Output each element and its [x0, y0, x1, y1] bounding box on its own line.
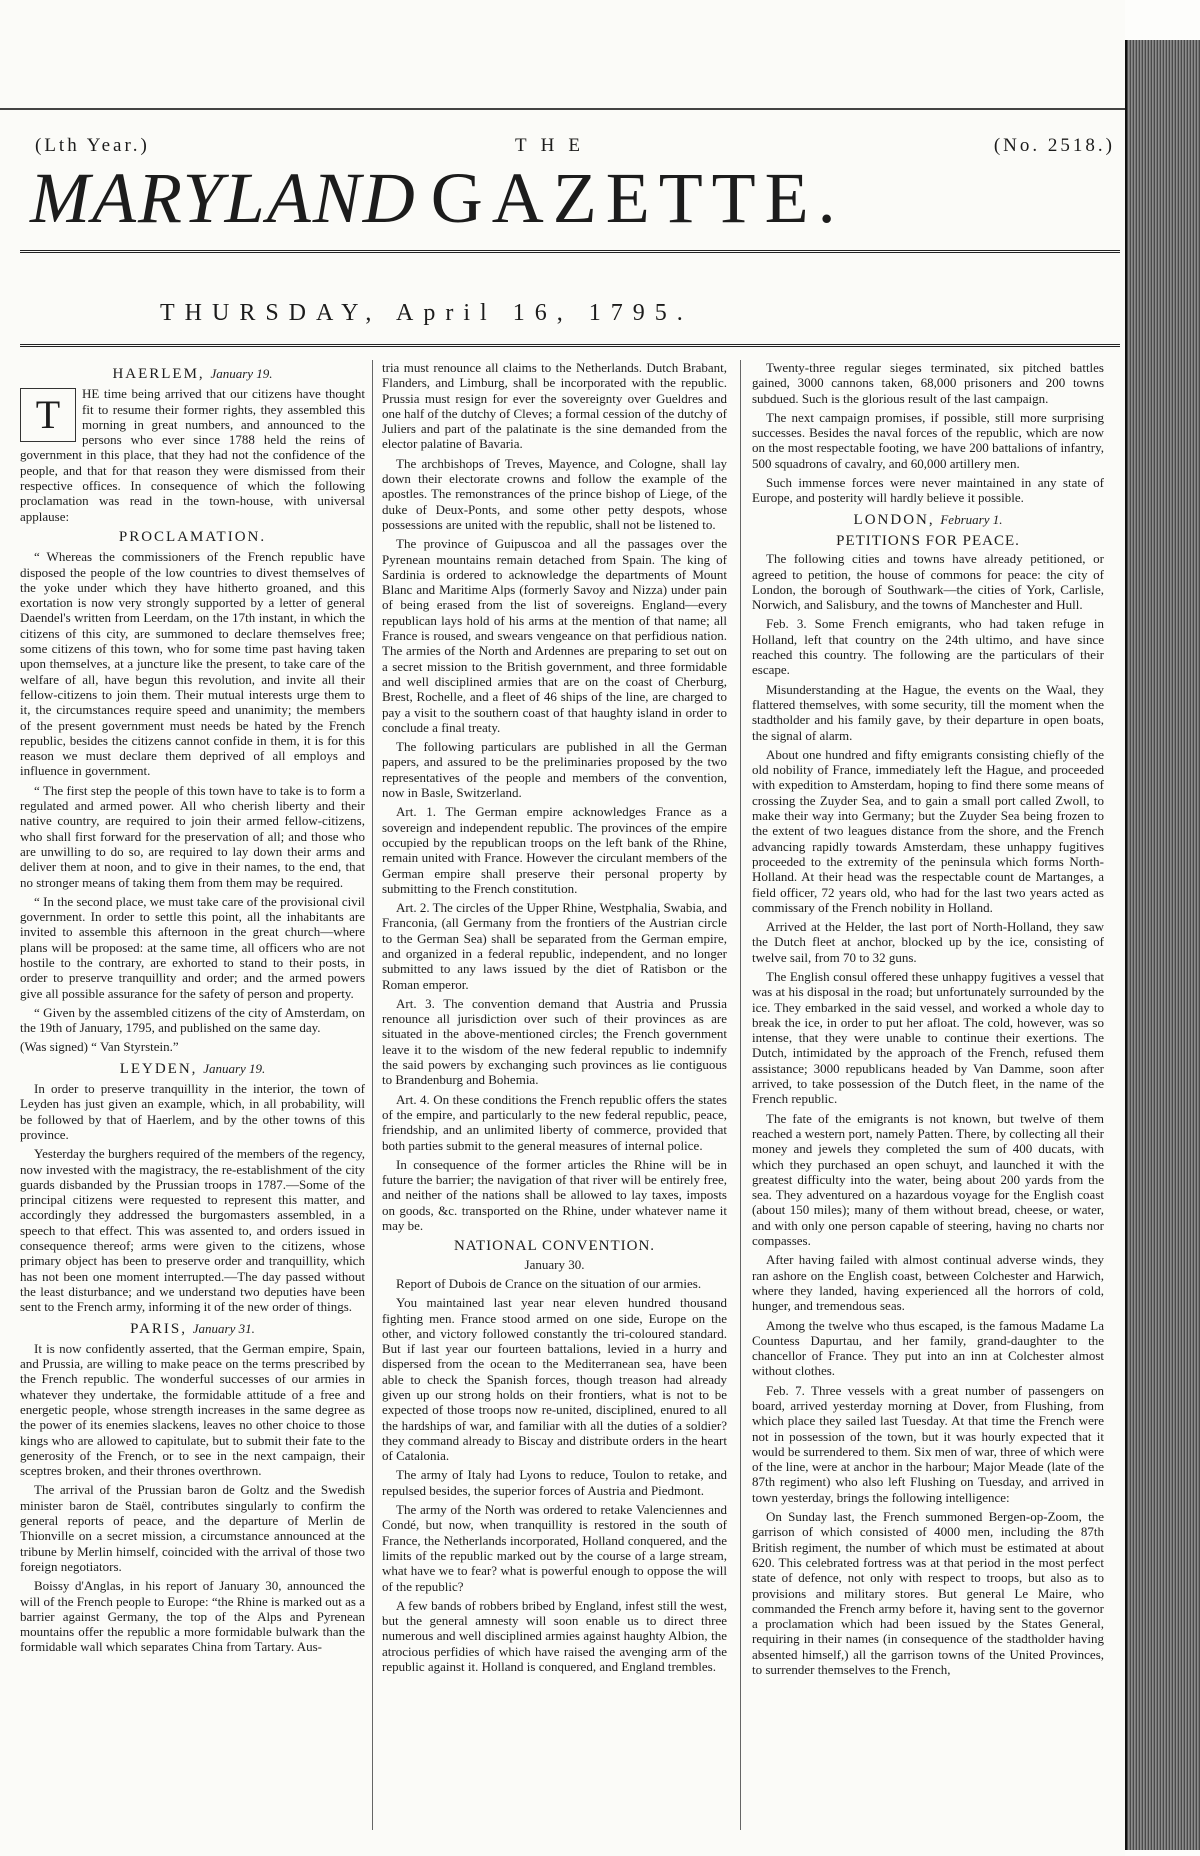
col3-paragraph-1: Twenty-three regular sieges terminated, six pitched battles gained, 3000 cannons taken, 68,000 prisoners and 200 towns subdued. Such is the glorious result of the last campaign.	[752, 360, 1104, 406]
london-place: LONDON,	[853, 511, 935, 528]
drop-cap-ornament: T	[20, 388, 76, 442]
col2-paragraph-2: The archbishops of Treves, Mayence, and Cologne, shall lay down their electorate crowns and follow the example of the apostles. The remonstrances of the prince bishop of Liege, of the duke of Deux-Ponts, and some other petty despots, whose possessions are united with the republic, shall not be listened to.	[382, 455, 727, 532]
newspaper-title	[30, 158, 1120, 238]
london-date: February 1.	[940, 511, 1003, 527]
col3-paragraph-14: On Sunday last, the French summoned Bergen-op-Zoom, the garrison of which consisted of 4000 men, including the 87th British regiment, the number of which must be estimated at about 620. This celebrated fortress was at that period in the most perfect state of defence, not only with respect to troops, but also as to provisions and military stores. But general Le Maire, who commanded the French army before it, having sent to the governor a proclamation which had been issued by the States General, requiring in their names (in consequence of the stadtholder having absented himself,) all the garrison towns of the United Provinces, to surrender themselves to the French,	[752, 1509, 1104, 1678]
haerlem-paragraph: HE time being arrived that our citizens have thought fit to resume their former rights, they assembled this morning in great numbers, and announced to the persons who ever since 1788 held the reins of government in this place, that they had not the confidence of the people, and that for that reason they were dismissed from their respective offices. In consequence of which the following proclamation was read in the town-house, with universal applause:	[20, 386, 365, 524]
masthead-rule	[20, 250, 1120, 253]
col3-paragraph-3: Such immense forces were never maintained in any state of Europe, and posterity will hardly believe it possible.	[752, 475, 1104, 506]
proclamation-paragraph-4: “ Given by the assembled citizens of the city of Amsterdam, on the 19th of January, 1795, and published on the same day.	[20, 1004, 365, 1036]
issue-number: (No. 2518.)	[993, 135, 1115, 156]
leyden-date: January 19.	[203, 1060, 266, 1076]
dateline-rule	[20, 344, 1120, 347]
book-binding-edge	[1125, 40, 1200, 1850]
convention-paragraph-1: You maintained last year near eleven hundred thousand fighting men. France stood armed on one side, Europe on the other, and victory followed constantly the tri-coloured standard. But if last year our fourteen battalions, levied in a hurry and dispersed from the ocean to the Mediterranean sea, have been able to check the Spanish forces, though treason had already given up our strong holds on their frontiers, what is not to be expected of those troops now re-united, disciplined, enured to all the hardships of war, and familiar with all the duties of a soldier? they command already to Biscay and distribute orders in the heart of Catalonia.	[382, 1295, 727, 1464]
convention-paragraph-3: The army of the North was ordered to retake Valenciennes and Condé, but now, when tranquillity is restored in the south of France, the Netherlands incorporated, Holland conquered, and the limits of the republic marked out by the course of a large stream, what have we to fear? what is powerful enough to oppose the will of the republic?	[382, 1502, 727, 1594]
paris-paragraph-1: It is now confidently asserted, that the German empire, Spain, and Prussia, are willing to make peace on the terms prescribed by the French republic. The wonderful successes of our armies in whatever they undertake, the formidable attitude of a free and energetic people, whose strength increases in the same degree as the power of its enemies slackens, leaves no other choice to those kings who are allowed to capitulate, but to submit their fate to the generosity of the French, or to see in the next campaign, their sceptres broken, and their thrones overthrown.	[20, 1340, 365, 1479]
col3-paragraph-4: The following cities and towns have already petitioned, or agreed to petition, the house of commons for peace: the city of London, the borough of Southwark—the cities of York, Carlisle, Norwich, and Salisbury, and the towns of Manchester and Hull.	[752, 551, 1104, 613]
haerlem-heading	[20, 366, 365, 382]
volume-year: (Lth Year.)	[35, 135, 150, 156]
paris-date: January 31.	[192, 1320, 255, 1336]
column-2	[382, 360, 727, 1840]
article-3: Art. 3. The convention demand that Austria and Prussia renounce all jurisdiction over such of their provinces as are situated in the above-mentioned circles; the French government leave it to the wisdom of the new federal republic to indemnify the said powers by exchanging such provinces as lie contiguous to Brandenburg and Bohemia.	[382, 995, 727, 1088]
convention-paragraph-2: The army of Italy had Lyons to reduce, Toulon to retake, and repulsed besides, the superior forces of Austria and Piedmont.	[382, 1467, 727, 1498]
proclamation-heading: PROCLAMATION.	[118, 528, 267, 545]
col2-paragraph-1: tria must renounce all claims to the Netherlands. Dutch Brabant, Flanders, and Limburg, shall be incorporated with the republic. Prussia must resign for ever the sovereignty over Gueldres and one half of the dutchy of Cleves; a formal cession of the dutchy of Juliers and part of the palatinate is the sine demanded from the elector palatine of Bavaria.	[382, 360, 727, 452]
national-convention-date: January 30.	[524, 1256, 585, 1272]
page-top-rule	[0, 108, 1125, 110]
proclamation-signature: (Was signed) “ Van Styrstein.”	[20, 1039, 179, 1055]
paris-heading	[20, 1321, 365, 1337]
proclamation-paragraph-3: “ In the second place, we must take care of the provisional civil government. In order to settle this point, all the inhabitants are invited to assemble this afternoon in the great church—where plans will be proposed: at the same time, all officers who are not hostile to the contrary, are exhorted to stand to their posts, in order to preserve tranquillity and order; and the armed powers give all possible assurance for the safety of person and property.	[20, 893, 365, 1001]
col3-paragraph-10: The fate of the emigrants is not known, but twelve of them reached a western port, namely Patten. There, by collecting all their money and jewels they completed the sum of 400 ducats, with which they purchased an open schuyt, and launched it with the greatest difficulty into the water, being about 200 yards from the sea. They adventured on a hazardous voyage for the English coast (about 150 miles); many of them without bread, cheese, or water, and with only one person capable of steering, having no charts nor compasses.	[752, 1110, 1104, 1249]
col3-paragraph-7: About one hundred and fifty emigrants consisting chiefly of the old nobility of France, immediately left the Hague, and proceeded with expedition to Amsterdam, hoping to find there some means of crossing the Zuyder Sea, and to gain a small port called Zwoll, to make their way into Germany; but the Zuyder Sea being frozen to the extent of two leagues distance from the shore, and the French advancing rapidly towards Amsterdam, these unhappy fugitives proceeded to the extremity of the peninsula which forms North-Holland. At their head was the respectable count de Martanges, a field officer, 72 years old, who had for the last two years acted as commissary of the French nobility in Holland.	[752, 746, 1104, 915]
column-divider-1	[372, 360, 373, 1830]
issue-dateline: THURSDAY, April 16, 1795.	[160, 300, 693, 326]
col3-paragraph-11: After having failed with almost continual adverse winds, they ran ashore on the English coast, between Colchester and Harwich, where they landed, having experienced all the horrors of cold, hunger, and tremendous seas.	[752, 1252, 1104, 1314]
title-maryland: MARYLAND	[30, 158, 417, 238]
title-gazette: GAZETTE.	[430, 158, 845, 238]
haerlem-date: January 19.	[210, 366, 273, 381]
proclamation-paragraph-1: “ Whereas the commissioners of the French republic have disposed the people of the low countries to divest themselves of the yoke under which they have hitherto groaned, and this exortation is now very strongly supported by a letter of general Daendel's written from Leerdam, on the 17th instant, in which the citizens of this city, are summoned to declare themselves free; some citizens of this town, who for some time past having taken upon themselves, at a juncture like the present, to take care of the welfare of all, have begun this revolution, and invite all their fellow-citizens to join them. Their mutual interests urge them to it, the circumstances require speed and unanimity; the members of the present government must needs be hated by the French republic, besides the citizens cannot confide in them, it is for this reason we must declare them deprived of all employs and influence in government.	[20, 549, 365, 779]
col3-paragraph-9: The English consul offered these unhappy fugitives a vessel that was at his disposal in the road; but unfortunately surrounded by the ice. They embarked in the said vessel, and worked a whole day to break the ice, in order to put her afloat. The cold, however, was so intense, that they were unable to continue their exertions. The Dutch, intimidated by the approach of the French, refused them assistance; 3000 republicans headed by Van Damme, soon after arrived, to take possession of the Dutch fleet, in the name of the French republic.	[752, 968, 1104, 1107]
paris-place: PARIS,	[130, 1320, 188, 1337]
col3-paragraph-6: Misunderstanding at the Hague, the events on the Waal, they flattered themselves, with some security, till the moment when the stadtholder and his family gave, by their departure in open boats, the signal of alarm.	[752, 681, 1104, 743]
article-2: Art. 2. The circles of the Upper Rhine, Westphalia, Swabia, and Franconia, (all Germany from the frontiers of the Austrian circle to the German Sea) shall be separated from the German empire, and organized in a federal republic, independent, and no longer submitted to any laws issued by the diet of Ratisbon or the Roman emperor.	[382, 900, 727, 992]
petitions-heading: PETITIONS FOR PEACE.	[836, 532, 1020, 549]
london-heading	[752, 512, 1104, 528]
leyden-paragraph-1: In order to preserve tranquillity in the interior, the town of Leyden has just given an example, which, in all probability, will be followed by that of Haerlem, and by the other towns of this province.	[20, 1081, 365, 1142]
col2-paragraph-4: The following particulars are published in all the German papers, and assured to be the preliminaries proposed by the two representatives of the people and members of the convention, now in Basle, Switzerland.	[382, 739, 727, 801]
national-convention-heading: NATIONAL CONVENTION.	[453, 1238, 656, 1255]
leyden-heading	[20, 1061, 365, 1077]
haerlem-place: HAERLEM,	[112, 366, 205, 382]
article-4: Art. 4. On these conditions the French republic offers the states of the empire, and particularly to the new federal republic, peace, friendship, and an unlimited liberty of commerce, provided that both parties submit to the general measures of internal police.	[382, 1091, 727, 1153]
paris-paragraph-3: Boissy d'Anglas, in his report of January 30, announced the will of the French people to Europe: “the Rhine is marked out as a barrier against Germany, the top of the Alps and Pyrenean mountains offer the republic a more formidable bulwark than the formidable wall which separates China from Tartary. Aus-	[20, 1578, 365, 1655]
leyden-place: LEYDEN,	[119, 1060, 198, 1077]
col3-paragraph-2: The next campaign promises, if possible, still more surprising successes. Besides the naval forces of the republic, which are now on the most respectable footing, we have 200 battalions of infantry, 500 squadrons of cavalry, and 60,000 artillery men.	[752, 409, 1104, 471]
col2-paragraph-rhine: In consequence of the former articles the Rhine will be in future the barrier; the navigation of that river will be entirely free, and neither of the nations shall be allowed to lay taxes, imposts on goods, &c. transported on the Rhine, under whatever name it may be.	[382, 1156, 727, 1234]
proclamation-paragraph-2: “ The first step the people of this town have to take is to form a regulated and armed power. All who cherish liberty and their native country, are required to join their armed fellow-citizens, who shall first forward for the preservation of all; and those who are unwilling to do so, are required to lay down their arms and deliver them at noon, and to give in their names, to the end, that no stronger means of taking them from them may be required.	[20, 782, 365, 890]
masthead-the: THE	[515, 135, 594, 156]
column-1	[20, 360, 365, 1840]
convention-paragraph-4: A few bands of robbers bribed by England, infest still the west, but the general amnesty will soon enable us to direct three numerous and well disciplined armies against haughty Albion, the atrocious perfidies of which have raised the avenging arm of the republic against it. Holland is conquered, and England trembles.	[382, 1597, 727, 1675]
col2-paragraph-3: The province of Guipuscoa and all the passages over the Pyrenean mountains remain detached from Spain. The king of Sardinia is ordered to acknowledge the departments of Mount Blanc and Maritime Alps (formerly Savoy and Nizza) under pain of being erased from the list of sovereigns. England—every republican lays hold of his arms at the mention of that name; all France is roused, and swears vengeance on that perfidious nation. The armies of the North and Ardennes are preparing to set out on a secret mission to the British government, and three formidable and well disciplined armies that are on the coast of Cherburg, Brest, Rochelle, and a fleet of 46 ships of the line, are charged to pay a visit to the southern coast of that haughty island in order to conclude a final treaty.	[382, 536, 727, 735]
column-3	[752, 360, 1104, 1840]
column-divider-2	[740, 360, 741, 1830]
leyden-paragraph-2: Yesterday the burghers required of the members of the regency, now invested with the magistracy, the re-establishment of the city guards disbanded by the Prussian troops in 1787.—Some of the principal citizens were requested to represent this matter, and accordingly they addressed the burgomasters assembled, in a speech to that effect. This was assented to, and orders issued in consequence thereof; arms were given to the citizens, whose primary object has been to preserve order and tranquillity, which has not been one moment interrupted.—The day passed without the least disturbance; and we understand two deputies have been sent to the French army, informing it of the new order of things.	[20, 1146, 365, 1315]
col3-paragraph-13: Feb. 7. Three vessels with a great number of passengers on board, arrived yesterday morning at Dover, from Flushing, from which place they sailed last Tuesday. At that time the French were not in possession of the town, but it was hourly expected that it would be surrendered to them. Six men of war, three of which were of the line, were at anchor in the harbour; Major Meade (late of the 87th regiment) who also left Flushing on Tuesday, and arrived in town yesterday, brings the following intelligence:	[752, 1382, 1104, 1505]
col3-paragraph-5: Feb. 3. Some French emigrants, who had taken refuge in Holland, left that country on the 24th ultimo, and have since reached this country. The following are the particulars of their escape.	[752, 616, 1104, 678]
paris-paragraph-2: The arrival of the Prussian baron de Goltz and the Swedish minister baron de Staël, contributes singularly to confirm the general reports of peace, and the departure of Merlin de Thionville on a secret mission, a circumstance announced at the tribune by Merlin himself, coincided with the arrival of those two foreign negotiators.	[20, 1482, 365, 1574]
national-convention-subtitle: Report of Dubois de Crance on the situation of our armies.	[396, 1275, 702, 1291]
col3-paragraph-12: Among the twelve who thus escaped, is the famous Madame La Countess Dapurtau, and her family, grand-daughter to the chancellor of France. They put into an inn at Colchester almost without clothes.	[752, 1317, 1104, 1379]
article-1: Art. 1. The German empire acknowledges France as a sovereign and independent republic. The provinces of the empire occupied by the republican troops on the left bank of the Rhine, remain united with France. However the circulant members of the German empire shall preserve their personal property by submitting to the French constitution.	[382, 804, 727, 896]
col3-paragraph-8: Arrived at the Helder, the last port of North-Holland, they saw the Dutch fleet at anchor, blocked up by the ice, consisting of twelve sail, from 70 to 32 guns.	[752, 919, 1104, 965]
